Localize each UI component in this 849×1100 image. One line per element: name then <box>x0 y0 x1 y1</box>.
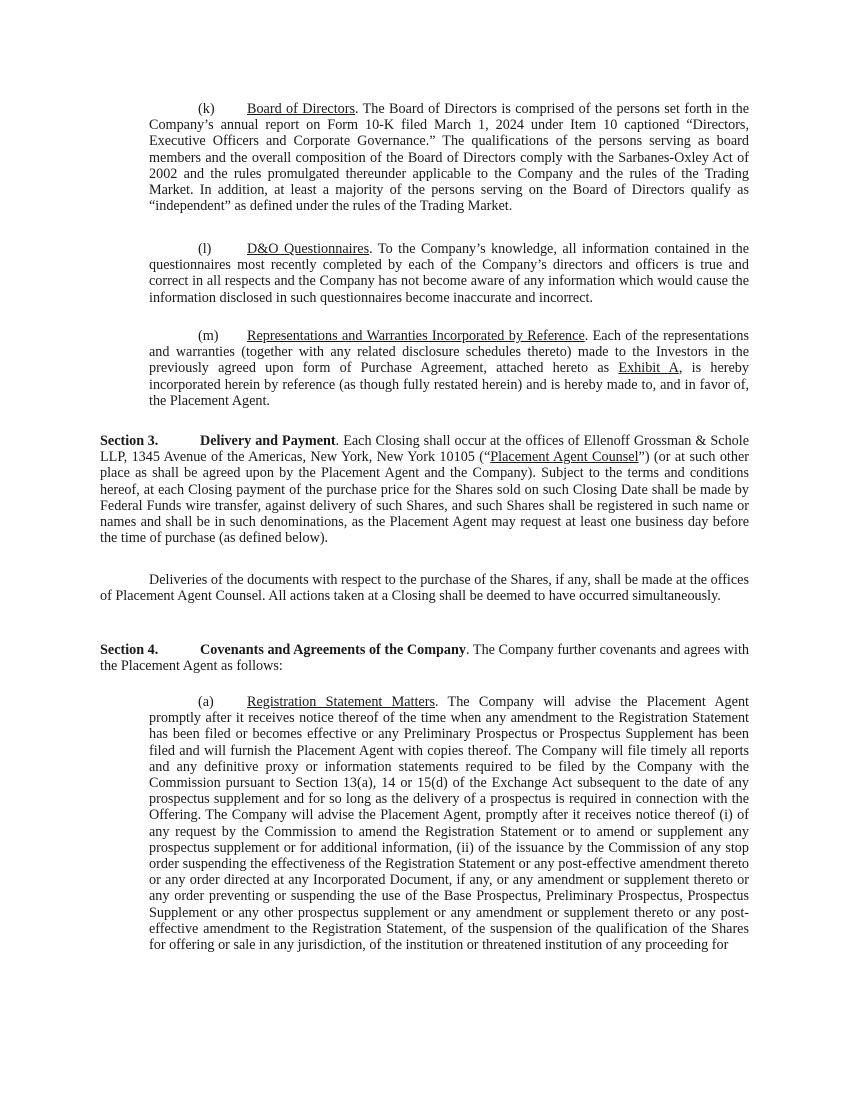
section-4 <box>100 642 749 674</box>
paragraph-m-text-2: , is hereby incorporated herein by reference (as though fully restated herein) and is hereby made to, and in favor of, the Placement Agent. <box>149 360 749 409</box>
paragraph-m-title: Representations and Warranties Incorporated by Reference <box>247 328 585 344</box>
paragraph-m-text-1: . Each of the representations and warranties (together with any related disclosure schedules thereto) made to the Investors in the previously agreed upon form of Purchase Agreement, attached hereto as <box>149 328 750 377</box>
section-4-title: Covenants and Agreements of the Company <box>200 642 467 658</box>
section-4-text: . The Company further covenants and agrees with the Placement Agent as follows: <box>100 642 749 675</box>
paragraph-k-label: (k) <box>198 101 215 117</box>
section-3-number: Section 3. <box>100 433 159 449</box>
deliveries-text: Deliveries of the documents with respect to the purchase of the Shares, if any, shall be made at the offices of Placement Agent Counsel. All actions taken at a Closing shall be deemed to have occurred simultaneously. <box>100 572 749 605</box>
paragraph-k-text: . The Board of Directors is comprised of the persons set forth in the Company’s annual report on Form 10-K filed March 1, 2024 under Item 10 captioned “Directors, Executive Officers and Corporate Governance.” The qualifications of the persons serving as board members and the overall composition of the Board of Directors comply with the Sarbanes-Oxley Act of 2002 and the rules promulgated thereunder applicable to the Company and the rules of the Trading Market. In addition, at least a majority of the persons serving on the Board of Directors qualify as “independent” as defined under the rules of the Trading Market. <box>149 101 750 215</box>
exhibit-a-reference: Exhibit A <box>618 360 679 377</box>
paragraph-l-text: . To the Company’s knowledge, all information contained in the questionnaires most recently completed by each of the Company’s directors and officers is true and correct in all respects and the Company has not become aware of any information which would cause the information disclosed in such questionnaires become inaccurate and incorrect. <box>149 241 749 306</box>
section-3-text-1: . Each Closing shall occur at the offices of Ellenoff Grossman & Schole LLP, 1345 Avenue of the Americas, New York, New York 10105 (“ <box>100 433 750 466</box>
paragraph-l <box>149 241 749 306</box>
paragraph-a-title: Registration Statement Matters <box>247 694 435 710</box>
section-4-number: Section 4. <box>100 642 159 658</box>
paragraph-a-text: . The Company will advise the Placement Agent promptly after it receives notice thereof of the time when any amendment to the Registration Statement has been filed or becomes effective or any Preliminary Prospectus or Prospectus Supplement has been filed and will furnish the Placement Agent with copies thereof. The Company will file timely all reports and any definitive proxy or information statements required to be filed by the Company with the Commission pursuant to Section 13(a), 14 or 15(d) of the Exchange Act subsequent to the date of any prospectus supplement and for so long as the delivery of a prospectus is required in connection with the Offering. The Company will advise the Placement Agent, promptly after it receives notice thereof (i) of any request by the Commission to amend the Registration Statement or to amend or supplement any prospectus supplement or for additional information, (ii) of the issuance by the Commission of any stop order suspending the effectiveness of the Registration Statement or any post-effective amendment thereto or any order directed at any Incorporated Document, if any, or any amendment or supplement thereto or any order preventing or suspending the use of the Base Prospectus, Preliminary Prospectus, Prospectus Supplement or any other prospectus supplement or any amendment or supplement thereto or any post-effective amendment to the Registration Statement, of the suspension of the qualification of the Shares for offering or sale in any jurisdiction, of the institution or threatened institution of any proceeding for <box>149 694 749 954</box>
section-3-title: Delivery and Payment <box>200 433 336 449</box>
paragraph-l-label: (l) <box>198 241 212 257</box>
paragraph-k <box>149 101 749 214</box>
paragraph-l-title: D&O Questionnaires <box>247 241 370 257</box>
paragraph-m <box>149 328 749 409</box>
section-3 <box>100 433 749 546</box>
paragraph-m-label: (m) <box>198 328 219 344</box>
paragraph-k-title: Board of Directors <box>247 101 355 117</box>
paragraph-a-label: (a) <box>198 694 214 710</box>
placement-agent-counsel-term: Placement Agent Counsel <box>490 449 639 466</box>
section-3-text-2: ”) (or at such other place as shall be agreed upon by the Placement Agent and the Company). Subject to the terms and conditions hereof, at each Closing payment of the purchase price for the Shares sold on such Closing Date shall be made by Federal Funds wire transfer, against delivery of such Shares, and such Shares shall be registered in such name or names and shall be in such denominations, as the Placement Agent may request at least one business day before the time of purchase (as defined below). <box>100 449 749 547</box>
paragraph-a <box>149 694 749 953</box>
deliveries-paragraph <box>100 572 749 604</box>
